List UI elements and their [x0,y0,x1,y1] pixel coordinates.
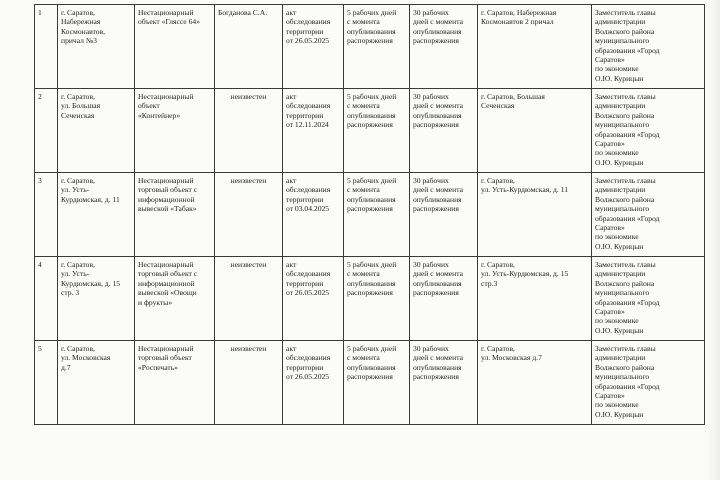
object-cell: Нестационарный торговый объект с информационной вывеской «Овощи и фрукты» [135,257,215,341]
removal-term-cell: 30 рабочих дней с момента опубликования распоряжения [410,89,478,173]
object-cell: Нестационарный торговый объект «Роспечать» [135,341,215,425]
table-row [35,173,705,257]
removal-term-cell: 30 рабочих дней с момента опубликования распоряжения [410,257,478,341]
address-cell: г. Саратов, Набережная Космонавтов, причал №3 [58,5,135,89]
storage-place-cell: г. Саратов, Набережная Космонавтов 2 причал [478,5,592,89]
removal-term-cell: 30 рабочих дней с момента опубликования распоряжения [410,341,478,425]
basis-cell: акт обследования территории от 26.05.2025 [283,5,344,89]
responsible-cell: Заместитель главы администрации Волжского района муниципального образования «Город Саратов» по экономике О.Ю. Курицын [592,257,705,341]
address-cell: г. Саратов, ул. Усть- Курдюмская, д. 11 [58,173,135,257]
row-number: 4 [35,257,58,341]
row-number: 5 [35,341,58,425]
object-cell: Нестационарный объект «Контейнер» [135,89,215,173]
storage-place-cell: г. Саратов, ул. Усть-Курдюмская, д. 11 [478,173,592,257]
basis-cell: акт обследования территории от 03.04.2025 [283,173,344,257]
removal-term-cell: 30 рабочих дней с момента опубликования распоряжения [410,173,478,257]
objects-table [34,4,705,425]
row-number: 3 [35,173,58,257]
owner-cell: неизвестен [215,89,283,173]
voluntary-term-cell: 5 рабочих дней с момента опубликования распоряжения [344,341,410,425]
address-cell: г. Саратов, ул. Большая Сеченская [58,89,135,173]
object-cell: Нестационарный торговый объект с информационной вывеской «Табак» [135,173,215,257]
responsible-cell: Заместитель главы администрации Волжского района муниципального образования «Город Саратов» по экономике О.Ю. Курицын [592,89,705,173]
storage-place-cell: г. Саратов, ул. Усть-Курдюмская, д. 15 стр.3 [478,257,592,341]
object-cell: Нестационарный объект «Гляссе 64» [135,5,215,89]
voluntary-term-cell: 5 рабочих дней с момента опубликования распоряжения [344,89,410,173]
page-edge-shadow [706,0,720,480]
voluntary-term-cell: 5 рабочих дней с момента опубликования распоряжения [344,5,410,89]
document-page [34,4,704,425]
responsible-cell: Заместитель главы администрации Волжского района муниципального образования «Город Саратов» по экономике О.Ю. Курицын [592,173,705,257]
table-row [35,5,705,89]
responsible-cell: Заместитель главы администрации Волжского района муниципального образования «Город Саратов» по экономике О.Ю. Курицын [592,341,705,425]
basis-cell: акт обследования территории от 12.11.2024 [283,89,344,173]
row-number: 2 [35,89,58,173]
voluntary-term-cell: 5 рабочих дней с момента опубликования распоряжения [344,257,410,341]
table-row [35,89,705,173]
owner-cell: неизвестен [215,173,283,257]
basis-cell: акт обследования территории от 26.05.2025 [283,341,344,425]
storage-place-cell: г. Саратов, Большая Сеченская [478,89,592,173]
address-cell: г. Саратов, ул. Московская д.7 [58,341,135,425]
removal-term-cell: 30 рабочих дней с момента опубликования распоряжения [410,5,478,89]
address-cell: г. Саратов, ул. Усть- Курдюмская, д. 15 стр. 3 [58,257,135,341]
owner-cell: Богданова С.А. [215,5,283,89]
owner-cell: неизвестен [215,341,283,425]
responsible-cell: Заместитель главы администрации Волжского района муниципального образования «Город Саратов» по экономике О.Ю. Курицын [592,5,705,89]
owner-cell: неизвестен [215,257,283,341]
row-number: 1 [35,5,58,89]
voluntary-term-cell: 5 рабочих дней с момента опубликования распоряжения [344,173,410,257]
storage-place-cell: г. Саратов, ул. Московская д.7 [478,341,592,425]
table-row [35,257,705,341]
basis-cell: акт обследования территории от 26.05.2025 [283,257,344,341]
table-row [35,341,705,425]
